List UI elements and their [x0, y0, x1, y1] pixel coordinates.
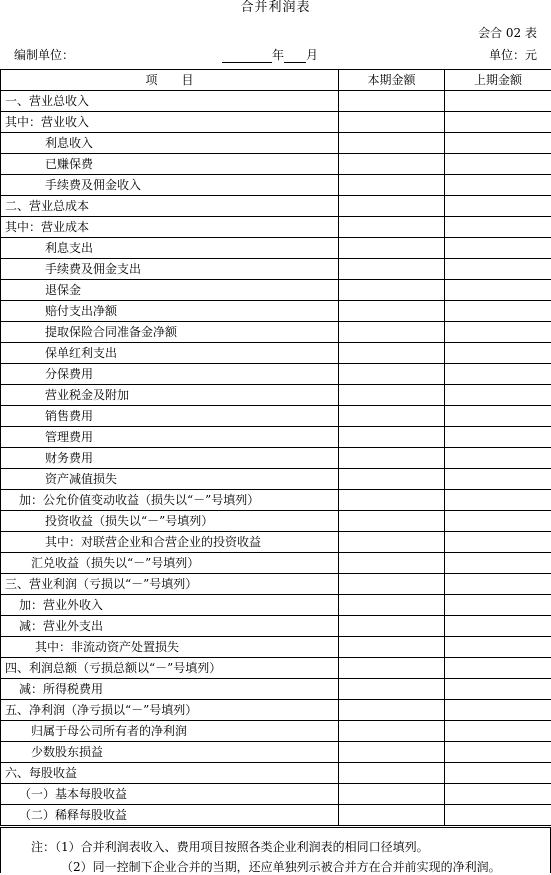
table-row [1, 700, 551, 721]
prior-amount-cell[interactable] [445, 784, 551, 805]
table-row [1, 196, 551, 217]
column-header-current: 本期金额 [339, 70, 445, 91]
table-row [1, 301, 551, 322]
row-label: 一、营业总收入 [1, 91, 339, 112]
meta-row [0, 46, 551, 64]
current-amount-cell[interactable] [339, 700, 445, 721]
table-row [1, 637, 551, 658]
prior-amount-cell[interactable] [445, 469, 551, 490]
prior-amount-cell[interactable] [445, 385, 551, 406]
table-row [1, 784, 551, 805]
table-row [1, 763, 551, 784]
table-row [1, 658, 551, 679]
prior-amount-cell[interactable] [445, 427, 551, 448]
prior-amount-cell[interactable] [445, 742, 551, 763]
row-label: 二、营业总成本 [1, 196, 339, 217]
table-row [1, 406, 551, 427]
row-label: 四、利润总额（亏损总额以“－”号填列） [1, 658, 339, 679]
table-row [1, 364, 551, 385]
row-label: 销售费用 [1, 406, 339, 427]
current-amount-cell[interactable] [339, 574, 445, 595]
current-amount-cell[interactable] [339, 553, 445, 574]
row-label: 汇兑收益（损失以“－”号填列） [1, 553, 339, 574]
current-amount-cell[interactable] [339, 742, 445, 763]
table-row [1, 721, 551, 742]
table-row [1, 385, 551, 406]
current-amount-cell[interactable] [339, 196, 445, 217]
current-amount-cell[interactable] [339, 427, 445, 448]
prior-amount-cell[interactable] [445, 343, 551, 364]
prior-amount-cell[interactable] [445, 511, 551, 532]
current-amount-cell[interactable] [339, 511, 445, 532]
current-amount-cell[interactable] [339, 595, 445, 616]
row-label: 其中：营业成本 [1, 217, 339, 238]
table-row [1, 427, 551, 448]
table-row [1, 532, 551, 553]
month-blank[interactable] [284, 50, 306, 63]
row-label: 利息支出 [1, 238, 339, 259]
current-amount-cell[interactable] [339, 154, 445, 175]
current-amount-cell[interactable] [339, 364, 445, 385]
row-label: 保单红利支出 [1, 343, 339, 364]
income-statement-table [0, 69, 551, 826]
prior-amount-cell[interactable] [445, 175, 551, 196]
current-amount-cell[interactable] [339, 532, 445, 553]
row-label: 手续费及佣金收入 [1, 175, 339, 196]
notes-section [0, 827, 551, 873]
prior-amount-cell[interactable] [445, 763, 551, 784]
prior-amount-cell[interactable] [445, 637, 551, 658]
row-label: 三、营业利润（亏损以“－”号填列） [1, 574, 339, 595]
period-field [222, 46, 318, 63]
table-row [1, 805, 551, 826]
current-amount-cell[interactable] [339, 322, 445, 343]
prior-amount-cell[interactable] [445, 700, 551, 721]
row-label: 投资收益（损失以“－”号填列） [1, 511, 339, 532]
table-row [1, 280, 551, 301]
table-row [1, 469, 551, 490]
table-row [1, 511, 551, 532]
current-amount-cell[interactable] [339, 259, 445, 280]
prior-amount-cell[interactable] [445, 91, 551, 112]
table-row [1, 490, 551, 511]
prior-amount-cell[interactable] [445, 721, 551, 742]
prior-amount-cell[interactable] [445, 364, 551, 385]
table-header-row [1, 70, 551, 91]
prior-amount-cell[interactable] [445, 280, 551, 301]
prior-amount-cell[interactable] [445, 112, 551, 133]
table-row [1, 259, 551, 280]
currency-unit: 单位：元 [489, 46, 537, 63]
current-amount-cell[interactable] [339, 721, 445, 742]
row-label: 五、净利润（净亏损以“－”号填列） [1, 700, 339, 721]
year-blank[interactable] [222, 50, 272, 63]
row-label: 六、每股收益 [1, 763, 339, 784]
preparer-label: 编制单位： [14, 46, 74, 63]
prior-amount-cell[interactable] [445, 196, 551, 217]
column-header-item: 项 目 [1, 70, 339, 91]
year-label: 年 [272, 48, 284, 62]
prior-amount-cell[interactable] [445, 574, 551, 595]
current-amount-cell[interactable] [339, 406, 445, 427]
prior-amount-cell[interactable] [445, 133, 551, 154]
row-label: （一）基本每股收益 [1, 784, 339, 805]
current-amount-cell[interactable] [339, 217, 445, 238]
table-row [1, 238, 551, 259]
row-label: （二）稀释每股收益 [1, 805, 339, 826]
row-label: 手续费及佣金支出 [1, 259, 339, 280]
table-row [1, 154, 551, 175]
prior-amount-cell[interactable] [445, 238, 551, 259]
current-amount-cell[interactable] [339, 448, 445, 469]
prior-amount-cell[interactable] [445, 490, 551, 511]
table-row [1, 175, 551, 196]
table-row [1, 679, 551, 700]
current-amount-cell[interactable] [339, 238, 445, 259]
prior-amount-cell[interactable] [445, 532, 551, 553]
current-amount-cell[interactable] [339, 280, 445, 301]
prior-amount-cell[interactable] [445, 679, 551, 700]
current-amount-cell[interactable] [339, 469, 445, 490]
table-row [1, 112, 551, 133]
current-amount-cell[interactable] [339, 805, 445, 826]
row-label: 其中：非流动资产处置损失 [1, 637, 339, 658]
row-label: 归属于母公司所有者的净利润 [1, 721, 339, 742]
current-amount-cell[interactable] [339, 301, 445, 322]
row-label: 利息收入 [1, 133, 339, 154]
row-label: 其中：对联营企业和合营企业的投资收益 [1, 532, 339, 553]
prior-amount-cell[interactable] [445, 616, 551, 637]
prior-amount-cell[interactable] [445, 259, 551, 280]
row-label: 财务费用 [1, 448, 339, 469]
current-amount-cell[interactable] [339, 616, 445, 637]
current-amount-cell[interactable] [339, 133, 445, 154]
prior-amount-cell[interactable] [445, 322, 551, 343]
prior-amount-cell[interactable] [445, 805, 551, 826]
prior-amount-cell[interactable] [445, 154, 551, 175]
current-amount-cell[interactable] [339, 637, 445, 658]
row-label: 资产减值损失 [1, 469, 339, 490]
current-amount-cell[interactable] [339, 91, 445, 112]
row-label: 减：营业外支出 [1, 616, 339, 637]
prior-amount-cell[interactable] [445, 406, 551, 427]
table-row [1, 343, 551, 364]
row-label: 分保费用 [1, 364, 339, 385]
row-label: 退保金 [1, 280, 339, 301]
prior-amount-cell[interactable] [445, 448, 551, 469]
table-row [1, 595, 551, 616]
current-amount-cell[interactable] [339, 679, 445, 700]
prior-amount-cell[interactable] [445, 553, 551, 574]
table-row [1, 616, 551, 637]
statement-title: 合并利润表 [0, 0, 551, 16]
current-amount-cell[interactable] [339, 385, 445, 406]
table-row [1, 133, 551, 154]
current-amount-cell[interactable] [339, 490, 445, 511]
column-header-prior: 上期金额 [445, 70, 551, 91]
current-amount-cell[interactable] [339, 343, 445, 364]
row-label: 加：公允价值变动收益（损失以“－”号填列） [1, 490, 339, 511]
row-label: 管理费用 [1, 427, 339, 448]
row-label: 赔付支出净额 [1, 301, 339, 322]
note-line-1: 注：（1）合并利润表收入、费用项目按照各类企业利润表的相同口径填列。 [31, 838, 429, 855]
row-label: 已赚保费 [1, 154, 339, 175]
table-row [1, 91, 551, 112]
current-amount-cell[interactable] [339, 112, 445, 133]
row-label: 加：营业外收入 [1, 595, 339, 616]
form-number: 会合 02 表 [478, 24, 537, 41]
current-amount-cell[interactable] [339, 784, 445, 805]
current-amount-cell[interactable] [339, 658, 445, 679]
prior-amount-cell[interactable] [445, 658, 551, 679]
row-label: 少数股东损益 [1, 742, 339, 763]
row-label: 提取保险合同准备金净额 [1, 322, 339, 343]
prior-amount-cell[interactable] [445, 217, 551, 238]
note-line-2: （2）同一控制下企业合并的当期，还应单独列示被合并方在合并前实现的净利润。 [61, 858, 501, 875]
prior-amount-cell[interactable] [445, 301, 551, 322]
row-label: 其中：营业收入 [1, 112, 339, 133]
table-row [1, 553, 551, 574]
prior-amount-cell[interactable] [445, 595, 551, 616]
current-amount-cell[interactable] [339, 763, 445, 784]
table-row [1, 448, 551, 469]
table-row [1, 322, 551, 343]
month-label: 月 [306, 48, 318, 62]
table-row [1, 217, 551, 238]
current-amount-cell[interactable] [339, 175, 445, 196]
row-label: 减：所得税费用 [1, 679, 339, 700]
table-row [1, 742, 551, 763]
table-row [1, 574, 551, 595]
row-label: 营业税金及附加 [1, 385, 339, 406]
